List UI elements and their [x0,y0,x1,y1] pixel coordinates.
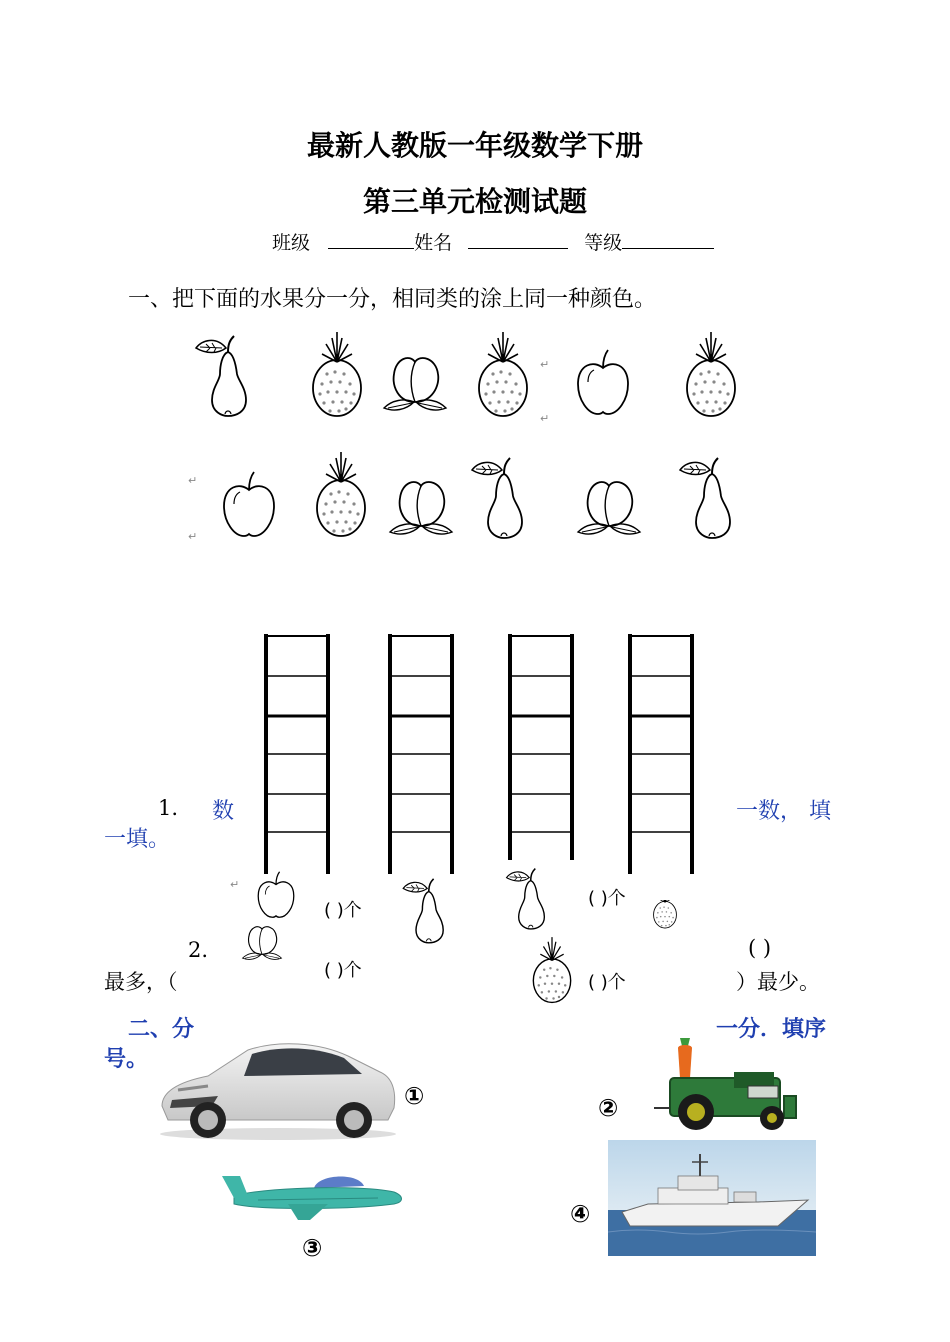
class-label: 班级 [272,232,311,254]
q2-paren[interactable]: ( ) [748,936,772,960]
tractor-icon[interactable] [644,1034,806,1132]
section-2-heading-wrap: 号。 [104,1047,149,1072]
pear-icon[interactable] [468,452,538,542]
pear-count[interactable]: ( )个 [588,888,626,909]
tally-column-1[interactable] [264,634,330,874]
ship-icon[interactable] [608,1140,816,1256]
tally-column-2[interactable] [388,634,454,874]
name-label: 姓名 [414,232,453,254]
vehicle-label-1: ① [404,1082,425,1110]
q2-least: ）最少。 [736,970,820,994]
tally-cells [392,634,450,874]
page-subtitle: 第三单元检测试题 [362,185,587,218]
peach-icon [232,926,292,984]
tally-cells [268,634,326,874]
grade-label: 等级 [584,232,623,254]
peach-count[interactable]: ( )个 [324,960,362,981]
car-icon[interactable] [148,1036,400,1142]
peach-icon[interactable] [574,452,644,542]
vehicle-label-2: ② [598,1094,619,1122]
pineapple-icon[interactable] [306,448,376,538]
pear-icon[interactable] [676,452,746,542]
tally-cells [512,634,570,860]
pineapple-count[interactable]: ( )个 [588,972,626,993]
apple-icon[interactable] [214,456,284,546]
q1-text-right: 一数， 填 [736,799,831,824]
section-1-heading: 一、把下面的水果分一分，相同类的涂上同一种颜色。 [128,287,657,312]
pineapple-icon[interactable] [302,328,372,418]
tally-column-4[interactable] [628,634,694,874]
apple-count[interactable]: ( )个 [324,900,362,921]
return-mark: ↵ [540,358,550,371]
pear-icon [500,864,560,932]
section-2-heading-right: 一分．填序 [716,1017,827,1042]
student-info-line [272,228,714,255]
airplane-icon[interactable] [218,1170,408,1222]
section-2-heading-left: 二、分 [128,1017,195,1042]
pineapple-icon [522,934,582,1004]
return-mark: ↵ [540,412,550,425]
pear-icon [400,872,456,948]
q2-number: 2. [188,938,209,962]
q1-text-wrap: 一填。 [104,827,171,852]
apple-icon[interactable] [568,334,638,424]
q1-number: 1. [158,796,179,820]
return-mark: ↵ [188,474,198,487]
return-mark: ↵ [188,530,198,543]
pineapple-icon [640,900,690,958]
pineapple-icon[interactable] [468,328,538,418]
apple-icon [246,870,306,934]
name-blank[interactable] [468,230,568,249]
peach-icon[interactable] [380,328,450,418]
return-mark: ↵ [230,878,240,891]
pineapple-icon[interactable] [676,328,746,418]
vehicle-label-4: ④ [570,1200,591,1228]
q2-most: 最多，（ [104,970,178,994]
grade-blank[interactable] [622,230,714,249]
vehicle-label-3: ③ [302,1234,323,1262]
page-title: 最新人教版一年级数学下册 [306,129,643,162]
peach-icon[interactable] [386,452,456,542]
q1-text-left: 数 [212,799,235,824]
pear-icon[interactable] [192,330,262,420]
tally-column-3[interactable] [508,634,574,860]
tally-cells [632,634,690,874]
class-blank[interactable] [328,230,414,249]
